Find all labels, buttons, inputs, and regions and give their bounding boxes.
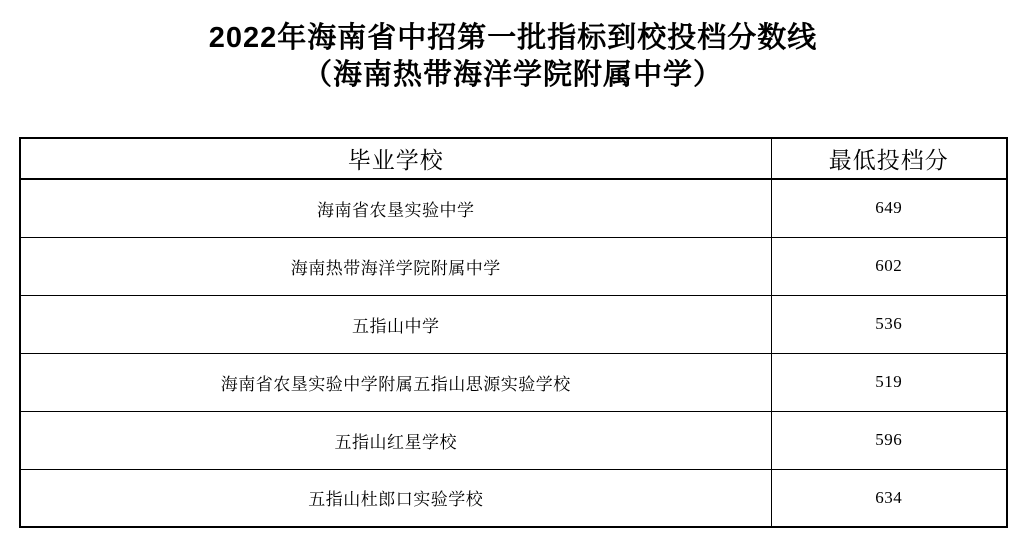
score-cell: 634	[771, 469, 1007, 527]
table-row	[20, 179, 1007, 237]
page-title-line2: （海南热带海洋学院附属中学）	[302, 59, 723, 91]
page-title	[0, 20, 1026, 94]
table-row	[20, 353, 1007, 411]
column-header-score: 最低投档分	[771, 138, 1007, 179]
school-cell: 五指山杜郎口实验学校	[20, 469, 771, 527]
score-cell: 519	[771, 353, 1007, 411]
table-row	[20, 295, 1007, 353]
score-cell: 649	[771, 179, 1007, 237]
table-row	[20, 237, 1007, 295]
column-header-school: 毕业学校	[20, 138, 771, 179]
page-title-line1: 2022年海南省中招第一批指标到校投档分数线	[208, 22, 818, 54]
school-cell: 五指山红星学校	[20, 411, 771, 469]
score-table	[19, 137, 1008, 528]
score-cell: 596	[771, 411, 1007, 469]
school-cell: 五指山中学	[20, 295, 771, 353]
score-cell: 602	[771, 237, 1007, 295]
school-cell: 海南省农垦实验中学	[20, 179, 771, 237]
school-cell: 海南省农垦实验中学附属五指山思源实验学校	[20, 353, 771, 411]
table-row	[20, 469, 1007, 527]
score-cell: 536	[771, 295, 1007, 353]
school-cell: 海南热带海洋学院附属中学	[20, 237, 771, 295]
table-row	[20, 411, 1007, 469]
table-header-row	[20, 138, 1007, 179]
